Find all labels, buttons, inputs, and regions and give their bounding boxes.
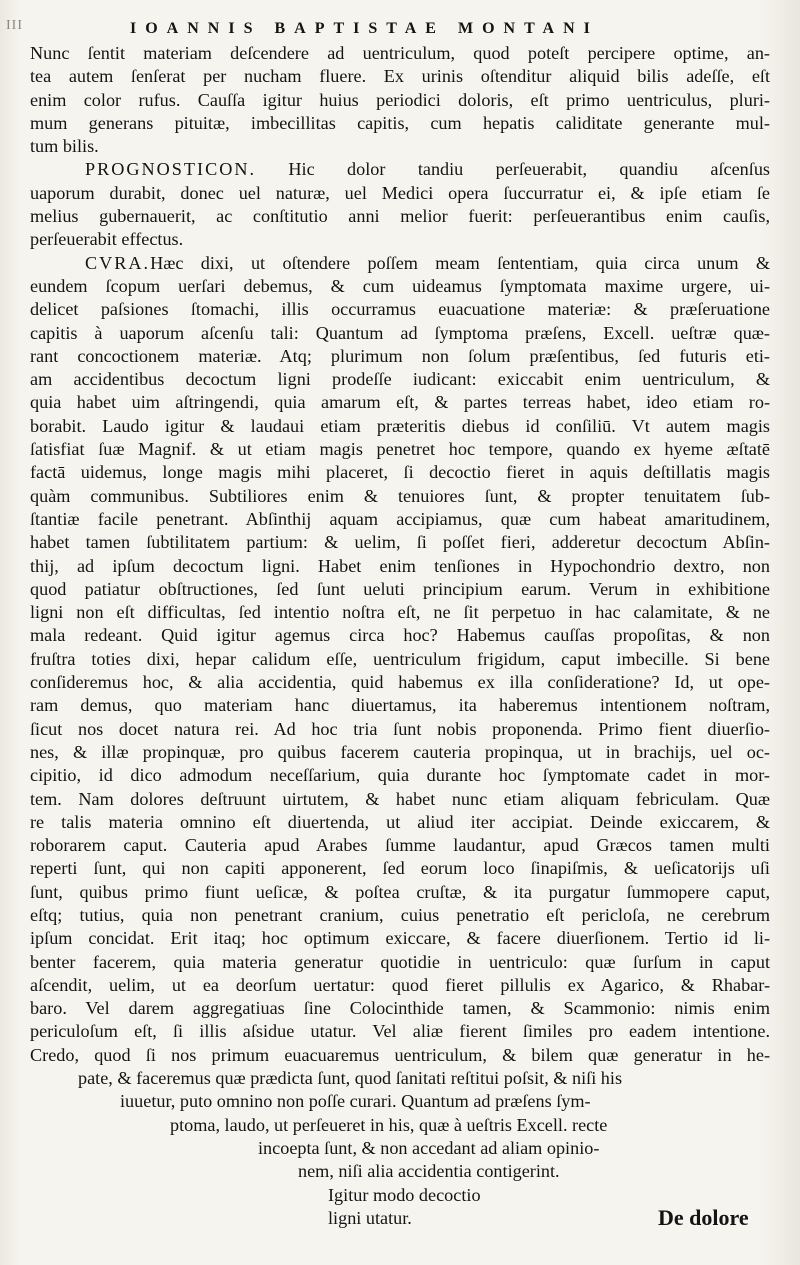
text-line: reperti ſunt, qui non capiti apponerent, ſed eorum loco ſinapiſmis, & ueſicatorijs uſi xyxy=(30,858,770,879)
text-line: eundem ſcopum uerſari debemus, & cum uideamus ſymptomata maxime urgere, ui- xyxy=(30,275,770,296)
text-line: tea autem ſenſerat per nucham fluere. Ex urinis oſtenditur aliquid bilis adeſſe, eſt xyxy=(30,66,770,87)
text-line: conſideremus hoc, & alia accidentia, quid habemus ex illa conſideratione? Id, ut ope- xyxy=(30,672,770,693)
text-line: nes, & illæ propinquæ, pro quibus facerem cauteria propinqua, ut in brachijs, uel oc- xyxy=(30,741,770,762)
text-line: ram demus, quo materiam hanc diuertamus, ita haberemus intentionem noſtram, xyxy=(30,695,770,716)
tapered-line: nem, niſi alia accidentia contigerint. xyxy=(298,1161,560,1182)
text-line: ſatisfiat ſuæ Magnif. & ut etiam magis penetret hoc tempore, quando ex hyeme æſtatē xyxy=(30,439,770,460)
tapered-line: pate, & faceremus quæ prædicta ſunt, quod ſanitati reſtitui poſsit, & niſi his xyxy=(78,1068,623,1089)
text-line: perſeuerabit effectus. xyxy=(30,229,184,250)
text-line: habet tamen ſubtilitatem partium: & uelim, ſi poſſet fieri, adderetur decoctum Abſin- xyxy=(30,532,770,553)
text-line: Nunc ſentit materiam deſcendere ad uentriculum, quod poteſt percipere optime, an- xyxy=(30,43,770,63)
text-line: ſtantiæ facile penetrant. Abſinthij aquam accipiamus, quæ cum habeat amaritudinem, xyxy=(30,508,770,529)
tapered-line: incoepta ſunt, & non accedant ad aliam opinio- xyxy=(258,1137,600,1158)
text-line: thij, ad ipſum decoctum ligni. Habet enim tenſiones in Hypochondrio dextro, non xyxy=(30,555,770,576)
body-text xyxy=(30,42,770,1230)
text-line: mala redeant. Quid igitur agemus circa hoc? Habemus cauſſas propoſitas, & non xyxy=(30,625,770,646)
text-line: uaporum durabit, donec uel naturæ, uel Medici opera ſuccurratur ei, & ipſe etiam ſe xyxy=(30,182,770,203)
text-line: aſcendit, uelim, ut ea deorſum uertatur: quod fieret pillulis ex Agarico, & Rhabar- xyxy=(30,974,770,995)
text-line: ipſum concidat. Erit itaq; hoc optimum exiccare, & facere diuerſionem. Tertio id li- xyxy=(30,928,770,949)
catchword: De dolore xyxy=(658,1205,749,1230)
tapered-line: ligni utatur. xyxy=(328,1207,412,1228)
text-line: quàm communibus. Subtiliores enim & tenuiores ſunt, & propter tenuitatem ſub- xyxy=(30,485,770,506)
text-line: quia habet uim aſtringendi, quia amarum eſt, & partes terreas habet, ideo etiam ro- xyxy=(30,392,770,413)
tapered-line: ptoma, laudo, ut perſeueret in his, quæ à ueſtris Excell. recte xyxy=(170,1114,608,1135)
text-line: am accidentibus decoctum ligni prodeſſe iudicant: exiccabit enim uentriculum, & xyxy=(30,369,770,390)
text-line: ſicut nos docet natura rei. Ad hoc tria ſunt nobis proponenda. Primo fient diuerſio- xyxy=(30,718,770,739)
text-line: capitis à uaporum aſcenſu tali: Quantum ad ſymptoma præſens, Excell. ueſtræ quæ- xyxy=(30,322,770,343)
text-line: benter facerem, quia materia generatur quotidie in uentriculo: quæ ſurſum in caput xyxy=(30,951,770,972)
text-line: periculoſum eſt, ſi illis aſsidue utatur. Vel aliæ fierent ſimiles pro eadem intentione. xyxy=(30,1021,770,1042)
text-line: melius gubernauerit, ac conſtitutio anni melior fuerit: perſeuerantibus enim cauſis, xyxy=(30,206,770,227)
text-line: ſunt, quibus primo fiunt ueſicæ, & poſtea cruſtæ, & ita purgatur ſummopere caput, xyxy=(30,881,770,902)
text-line: rant concoctionem materiæ. Atq; plurimum non ſolum præſentibus, ſed futuris eti- xyxy=(30,345,770,366)
text-line: quod patiatur obſtructiones, ſed ſunt ueluti principium earum. Verum in exhibitione xyxy=(30,578,770,599)
text-line: borabit. Laudo igitur & laudaui etiam præteritis diebus id conſiliū. Vt autem magis xyxy=(30,415,770,436)
cura-first-line xyxy=(30,252,770,275)
text-line: ligni non eſt difficultas, ſed intentio noſtra eſt, ne ſit perpetuo in hac calamitate, & ne xyxy=(30,602,770,623)
text-line: Hic dolor tandiu perſeuerabit, quandiu aſcenſus xyxy=(256,159,770,180)
text-line: tem. Nam dolores deſtruunt uirtutem, & habet nunc etiam aliquam febriculam. Quæ xyxy=(30,788,770,809)
text-line: baro. Vel darem aggregatiuas ſine Colocinthide tamen, & Scammonio: nimis enim xyxy=(30,998,770,1019)
folio-number: III xyxy=(6,18,23,33)
text-line: Credo, quod ſi nos primum euacuaremus uentriculum, & bilem quæ generatur in he- xyxy=(30,1044,770,1065)
text-line: mum generans pituitæ, imbecillitas capitis, cum hepatis caliditate generante mul- xyxy=(30,112,770,133)
tapered-line: iuuetur, puto omnino non poſſe curari. Quantum ad præſens ſym- xyxy=(120,1091,591,1112)
prognosticon-heading: PROGNOSTICON. xyxy=(85,159,257,180)
text-line: eſtq; tutius, quia non penetrant cranium, cuius penetratio eſt pericloſa, ne cerebrum xyxy=(30,904,770,925)
text-line: roborarem caput. Cauteria apud Arabes ſumme laudantur, apud Græcos tamen multi xyxy=(30,835,770,856)
text-line: factā uidemus, longe magis mihi placeret, ſi decoctio fieret in aquis deſtillatis magis xyxy=(30,462,770,483)
text-line: delicet paſsiones ſtomachi, illis occurramus euacuatione materiæ: & præſeruatione xyxy=(30,299,770,320)
text-line: re talis materia omnino eſt diuertenda, ut aliud iter accipiat. Deinde exiccarem, & xyxy=(30,811,770,832)
cura-heading: CVRA. xyxy=(85,252,151,273)
text-line: tum bilis. xyxy=(30,136,99,157)
text-line: fruſtra toties dixi, hepar calidum eſſe, uentriculum frigidum, caput imbecille. Si bene xyxy=(30,648,770,669)
text-line: cipitio, id dico admodum neceſſarium, quia durante hoc ſymptomate cadet in mor- xyxy=(30,765,770,786)
text-line: Hæc dixi, ut oſtendere poſſem meam ſententiam, quia circa unum & xyxy=(150,252,770,273)
prognosticon-first-line xyxy=(30,158,770,181)
text-line: enim color rufus. Cauſſa igitur huius periodici doloris, eſt primo uentriculus, pluri- xyxy=(30,89,770,110)
tapered-line: Igitur modo decoctio xyxy=(328,1184,481,1205)
running-head: IOANNIS BAPTISTAE MONTANI xyxy=(130,20,599,37)
